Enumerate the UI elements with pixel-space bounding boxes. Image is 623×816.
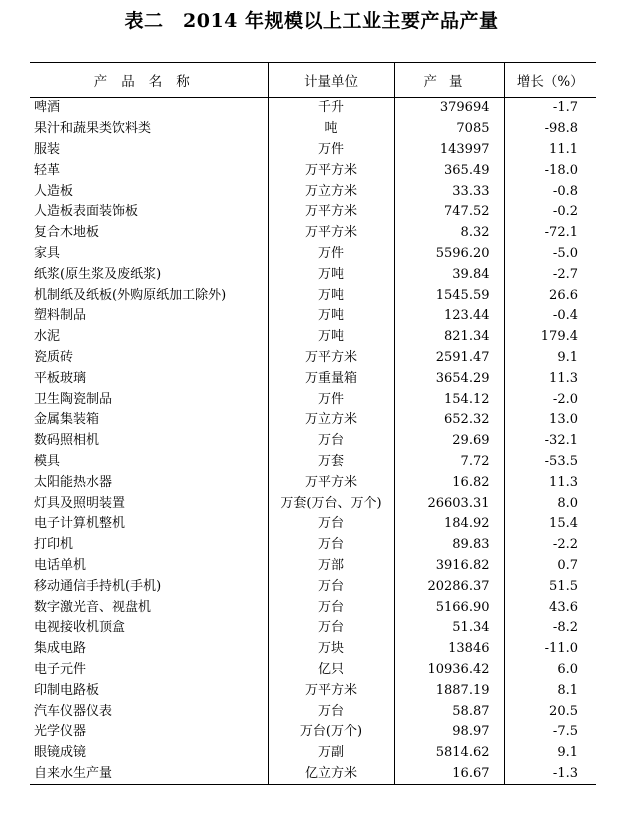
growth-cell: 9.1 [504, 348, 596, 369]
product-name-cell: 人造板表面装饰板 [34, 204, 139, 220]
growth-cell: 0.7 [504, 556, 596, 577]
unit-cell: 千升 [268, 98, 394, 119]
output-cell: 10936.42 [394, 660, 504, 681]
product-name-cell: 数码照相机 [34, 433, 100, 449]
unit-cell: 亿立方米 [268, 764, 394, 785]
output-cell: 3654.29 [394, 368, 504, 389]
table-row [30, 306, 596, 327]
product-name-cell: 平板玻璃 [34, 370, 87, 386]
growth-cell: -0.2 [504, 202, 596, 223]
output-cell: 98.97 [394, 722, 504, 743]
unit-cell: 万件 [268, 389, 394, 410]
table-row [30, 472, 596, 493]
unit-cell: 万立方米 [268, 181, 394, 202]
product-name-cell: 太阳能热水器 [34, 474, 113, 490]
unit-cell: 万平方米 [268, 348, 394, 369]
output-cell: 58.87 [394, 701, 504, 722]
table-row [30, 368, 596, 389]
output-cell: 8.32 [394, 223, 504, 244]
unit-cell: 万套 [268, 452, 394, 473]
growth-cell: 51.5 [504, 576, 596, 597]
product-name-cell: 纸浆(原生浆及废纸浆) [34, 266, 162, 282]
unit-cell: 万吨 [268, 264, 394, 285]
product-name-cell: 移动通信手持机(手机) [34, 578, 162, 594]
table-row [30, 514, 596, 535]
table-row [30, 764, 596, 785]
output-cell: 821.34 [394, 327, 504, 348]
growth-cell: 20.5 [504, 701, 596, 722]
growth-cell: -0.8 [504, 181, 596, 202]
table-row [30, 202, 596, 223]
growth-cell: -1.7 [504, 98, 596, 119]
table-row [30, 223, 596, 244]
growth-cell: 8.1 [504, 680, 596, 701]
unit-cell: 万立方米 [268, 410, 394, 431]
product-name-cell: 自来水生产量 [30, 764, 268, 785]
table-row [30, 701, 596, 722]
table-row [30, 556, 596, 577]
growth-cell: 11.1 [504, 140, 596, 161]
unit-cell: 万平方米 [268, 160, 394, 181]
output-cell: 123.44 [394, 306, 504, 327]
product-name-cell: 家具 [34, 245, 61, 261]
product-name-cell: 服装 [34, 141, 61, 157]
table-row [30, 576, 596, 597]
unit-cell: 万台 [268, 535, 394, 556]
product-name-cell: 瓷质砖 [34, 349, 74, 365]
unit-cell: 万部 [268, 556, 394, 577]
growth-cell: 11.3 [504, 368, 596, 389]
growth-cell: 6.0 [504, 660, 596, 681]
unit-cell: 万平方米 [268, 202, 394, 223]
unit-cell: 万台 [268, 701, 394, 722]
growth-cell: -8.2 [504, 618, 596, 639]
growth-cell: -18.0 [504, 160, 596, 181]
growth-cell: -5.0 [504, 244, 596, 265]
product-name-cell: 电子计算机整机 [34, 516, 126, 532]
output-cell: 29.69 [394, 431, 504, 452]
growth-cell: -98.8 [504, 119, 596, 140]
growth-cell: -1.3 [504, 764, 596, 785]
growth-cell: 9.1 [504, 743, 596, 764]
product-name-cell: 汽车仪器仪表 [34, 703, 113, 719]
unit-cell: 万台 [268, 514, 394, 535]
product-name-cell: 数字激光音、视盘机 [34, 599, 152, 615]
table-row [30, 493, 596, 514]
table-row [30, 618, 596, 639]
output-cell: 747.52 [394, 202, 504, 223]
output-cell: 89.83 [394, 535, 504, 556]
product-name-cell: 复合木地板 [34, 225, 100, 241]
growth-cell: -2.2 [504, 535, 596, 556]
unit-cell: 万重量箱 [268, 368, 394, 389]
table-row [30, 639, 596, 660]
header-product-name: 产品名称 [30, 63, 268, 98]
growth-cell: -32.1 [504, 431, 596, 452]
product-name-cell: 塑料制品 [34, 308, 87, 324]
growth-cell: -53.5 [504, 452, 596, 473]
growth-cell: 26.6 [504, 285, 596, 306]
unit-cell: 万块 [268, 639, 394, 660]
header-growth: 增长（%） [504, 63, 596, 98]
growth-cell: -0.4 [504, 306, 596, 327]
output-cell: 26603.31 [394, 493, 504, 514]
table-row [30, 327, 596, 348]
table-row [30, 348, 596, 369]
output-cell: 16.67 [394, 764, 504, 785]
growth-cell: 11.3 [504, 472, 596, 493]
output-cell: 154.12 [394, 389, 504, 410]
output-cell: 1545.59 [394, 285, 504, 306]
table-body [30, 98, 596, 785]
product-name-cell: 眼镜成镜 [34, 745, 87, 761]
product-name-cell: 轻革 [34, 162, 61, 178]
table-row [30, 160, 596, 181]
unit-cell: 万台 [268, 597, 394, 618]
unit-cell: 万平方米 [268, 472, 394, 493]
growth-cell: 8.0 [504, 493, 596, 514]
table-row [30, 119, 596, 140]
output-cell: 379694 [394, 98, 504, 119]
growth-cell: 13.0 [504, 410, 596, 431]
growth-cell: -2.7 [504, 264, 596, 285]
table-row [30, 743, 596, 764]
unit-cell: 万台 [268, 618, 394, 639]
unit-cell: 万件 [268, 244, 394, 265]
product-name-cell: 水泥 [34, 329, 61, 345]
product-name-cell: 啤酒 [34, 100, 61, 116]
table-row [30, 452, 596, 473]
table-row [30, 410, 596, 431]
output-cell: 7.72 [394, 452, 504, 473]
unit-cell: 吨 [268, 119, 394, 140]
growth-cell: 179.4 [504, 327, 596, 348]
output-cell: 184.92 [394, 514, 504, 535]
product-name-cell: 果汁和蔬果类饮料类 [34, 121, 152, 137]
table-row [30, 660, 596, 681]
table-header-row [30, 63, 596, 98]
product-name-cell: 电子元件 [34, 661, 87, 677]
table-row [30, 181, 596, 202]
product-name-cell: 集成电路 [34, 641, 87, 657]
output-cell: 2591.47 [394, 348, 504, 369]
output-cell: 143997 [394, 140, 504, 161]
unit-cell: 万副 [268, 743, 394, 764]
table-row [30, 98, 596, 119]
output-cell: 5166.90 [394, 597, 504, 618]
unit-cell: 万吨 [268, 306, 394, 327]
output-cell: 1887.19 [394, 680, 504, 701]
unit-cell: 万平方米 [268, 680, 394, 701]
output-cell: 652.32 [394, 410, 504, 431]
unit-cell: 亿只 [268, 660, 394, 681]
product-name-cell: 电视接收机顶盒 [34, 620, 126, 636]
table-row [30, 431, 596, 452]
product-name-cell: 打印机 [34, 537, 74, 553]
unit-cell: 万套(万台、万个) [268, 493, 394, 514]
growth-cell: -2.0 [504, 389, 596, 410]
table-row [30, 597, 596, 618]
table-row [30, 285, 596, 306]
table-row [30, 389, 596, 410]
output-cell: 16.82 [394, 472, 504, 493]
growth-cell: 43.6 [504, 597, 596, 618]
header-unit: 计量单位 [268, 63, 394, 98]
product-name-cell: 灯具及照明装置 [34, 495, 126, 511]
growth-cell: -72.1 [504, 223, 596, 244]
output-cell: 13846 [394, 639, 504, 660]
product-name-cell: 光学仪器 [34, 724, 87, 740]
page-title: 表二 2014 年规模以上工业主要产品产量 [124, 10, 499, 32]
product-name-cell: 印制电路板 [34, 682, 100, 698]
output-cell: 7085 [394, 119, 504, 140]
unit-cell: 万吨 [268, 327, 394, 348]
unit-cell: 万台 [268, 576, 394, 597]
unit-cell: 万台(万个) [268, 722, 394, 743]
output-cell: 5814.62 [394, 743, 504, 764]
growth-cell: -7.5 [504, 722, 596, 743]
unit-cell: 万平方米 [268, 223, 394, 244]
unit-cell: 万吨 [268, 285, 394, 306]
product-name-cell: 机制纸及纸板(外购原纸加工除外) [34, 287, 227, 303]
table-row [30, 535, 596, 556]
growth-cell: -11.0 [504, 639, 596, 660]
product-output-table [30, 62, 596, 785]
output-cell: 33.33 [394, 181, 504, 202]
output-cell: 51.34 [394, 618, 504, 639]
table-row [30, 140, 596, 161]
header-output: 产量 [394, 63, 504, 98]
output-cell: 365.49 [394, 160, 504, 181]
product-name-cell: 人造板 [34, 183, 74, 199]
output-cell: 20286.37 [394, 576, 504, 597]
table-row [30, 722, 596, 743]
product-name-cell: 模具 [34, 453, 61, 469]
product-name-cell: 电话单机 [34, 557, 87, 573]
table-row [30, 680, 596, 701]
output-cell: 39.84 [394, 264, 504, 285]
growth-cell: 15.4 [504, 514, 596, 535]
product-name-cell: 卫生陶瓷制品 [34, 391, 113, 407]
output-cell: 3916.82 [394, 556, 504, 577]
unit-cell: 万件 [268, 140, 394, 161]
table-row [30, 244, 596, 265]
output-cell: 5596.20 [394, 244, 504, 265]
table-row [30, 264, 596, 285]
product-name-cell: 金属集装箱 [34, 412, 100, 428]
unit-cell: 万台 [268, 431, 394, 452]
